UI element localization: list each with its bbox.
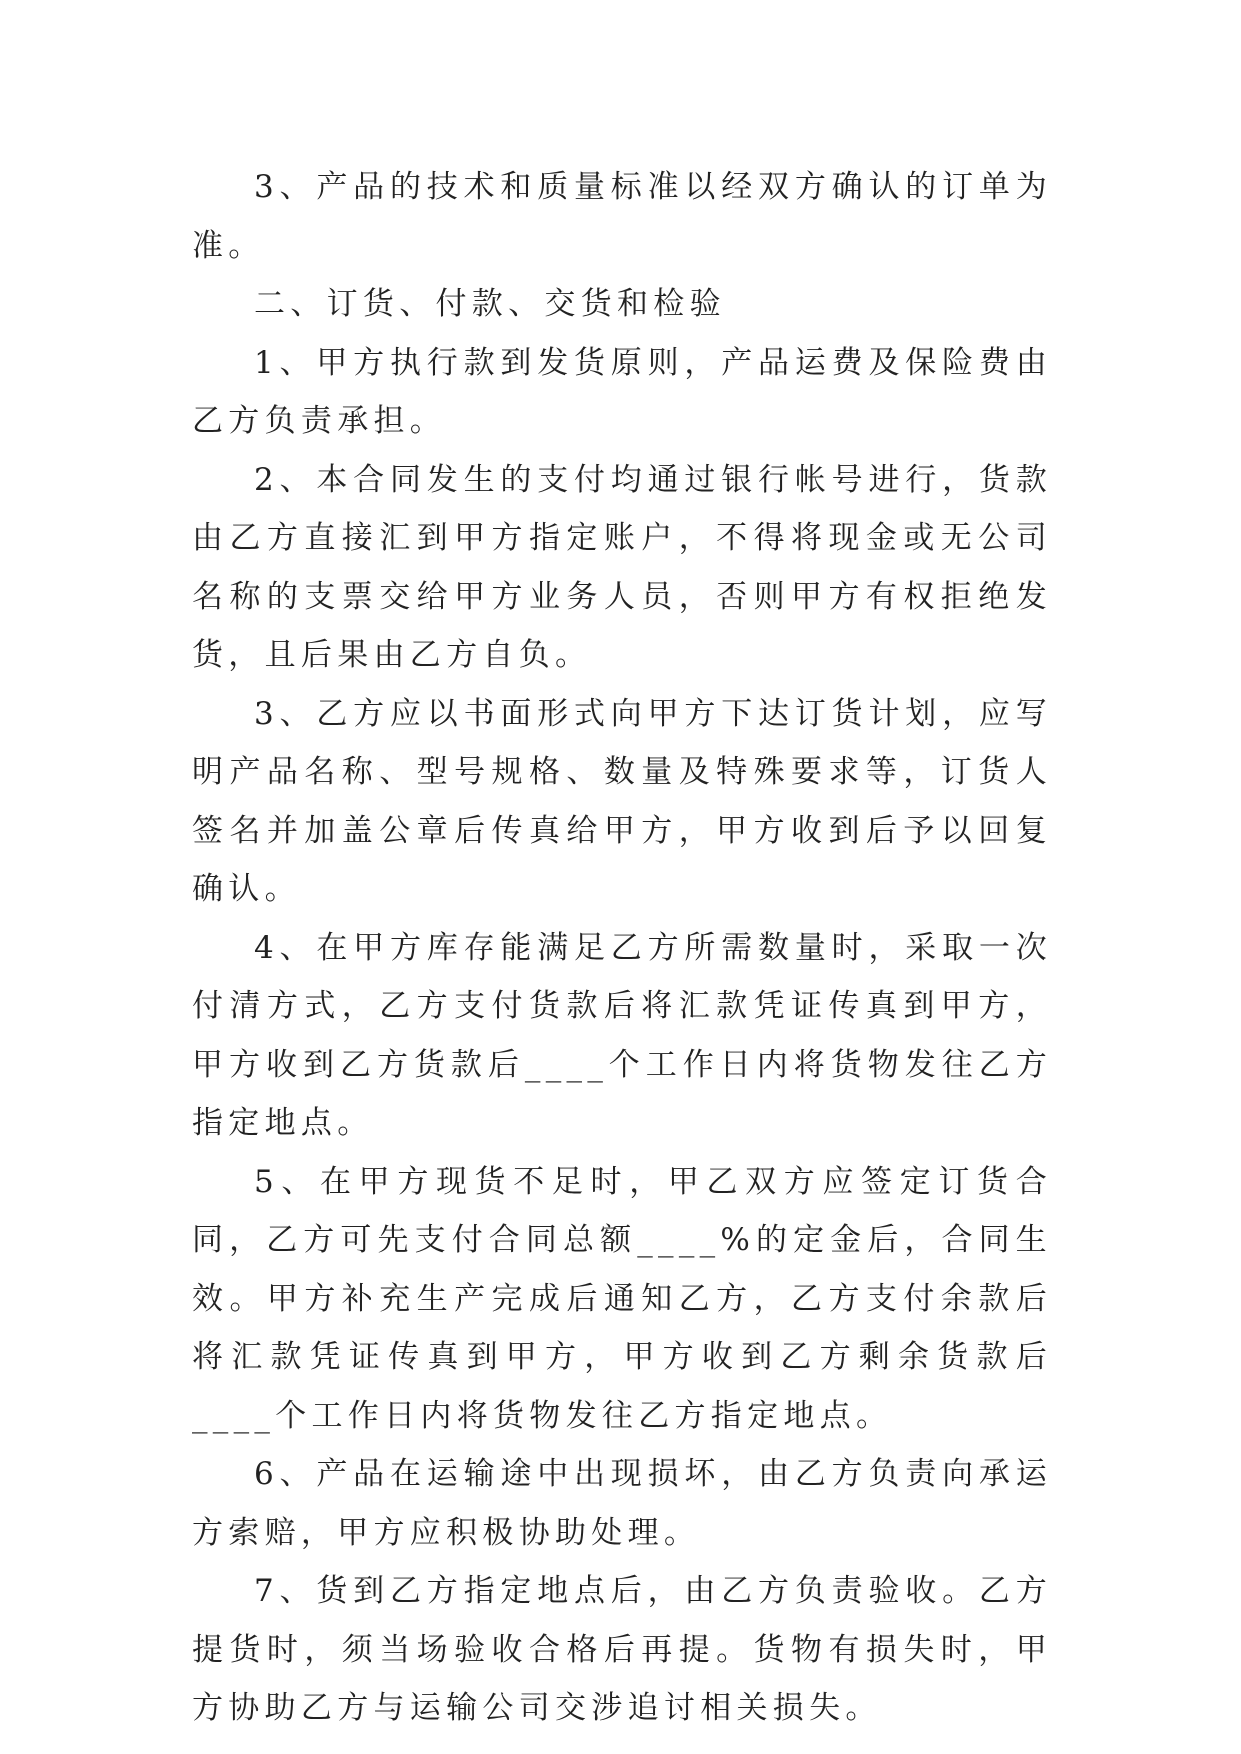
clause-5-shortage-contract: 5、在甲方现货不足时，甲乙双方应签定订货合同，乙方可先支付合同总额____%的定金后，合同生效。甲方补充生产完成后通知乙方，乙方支付余款后将汇款凭证传真到甲方，甲方收到乙方剩余货款后____个工作日内将货物发往乙方指定地点。: [192, 1163, 1052, 1434]
document-body: [192, 158, 1052, 1738]
clause-2-bank-payment: 2、本合同发生的支付均通过银行帐号进行，货款由乙方直接汇到甲方指定账户，不得将现金或无公司名称的支票交给甲方业务人员，否则甲方有权拒绝发货，且后果由乙方自负。: [192, 461, 1052, 673]
clause-1-payment-principle: 1、甲方执行款到发货原则，产品运费及保险费由乙方负责承担。: [192, 344, 1052, 439]
clause-4-stock-delivery: 4、在甲方库存能满足乙方所需数量时，采取一次付清方式，乙方支付货款后将汇款凭证传真到甲方，甲方收到乙方货款后____个工作日内将货物发往乙方指定地点。: [192, 929, 1052, 1141]
clause-3-quality-standard: 3、产品的技术和质量标准以经双方确认的订单为准。: [192, 169, 1052, 264]
section-heading-ordering: 二、订货、付款、交货和检验: [254, 286, 726, 322]
clause-7-inspection: 7、货到乙方指定地点后，由乙方负责验收。乙方提货时，须当场验收合格后再提。货物有损失时，甲方协助乙方与运输公司交涉追讨相关损失。: [192, 1573, 1052, 1726]
clause-6-transport-damage: 6、产品在运输途中出现损坏，由乙方负责向承运方索赔，甲方应积极协助处理。: [192, 1456, 1052, 1551]
clause-3-order-plan: 3、乙方应以书面形式向甲方下达订货计划，应写明产品名称、型号规格、数量及特殊要求等，订货人签名并加盖公章后传真给甲方，甲方收到后予以回复确认。: [192, 695, 1052, 907]
